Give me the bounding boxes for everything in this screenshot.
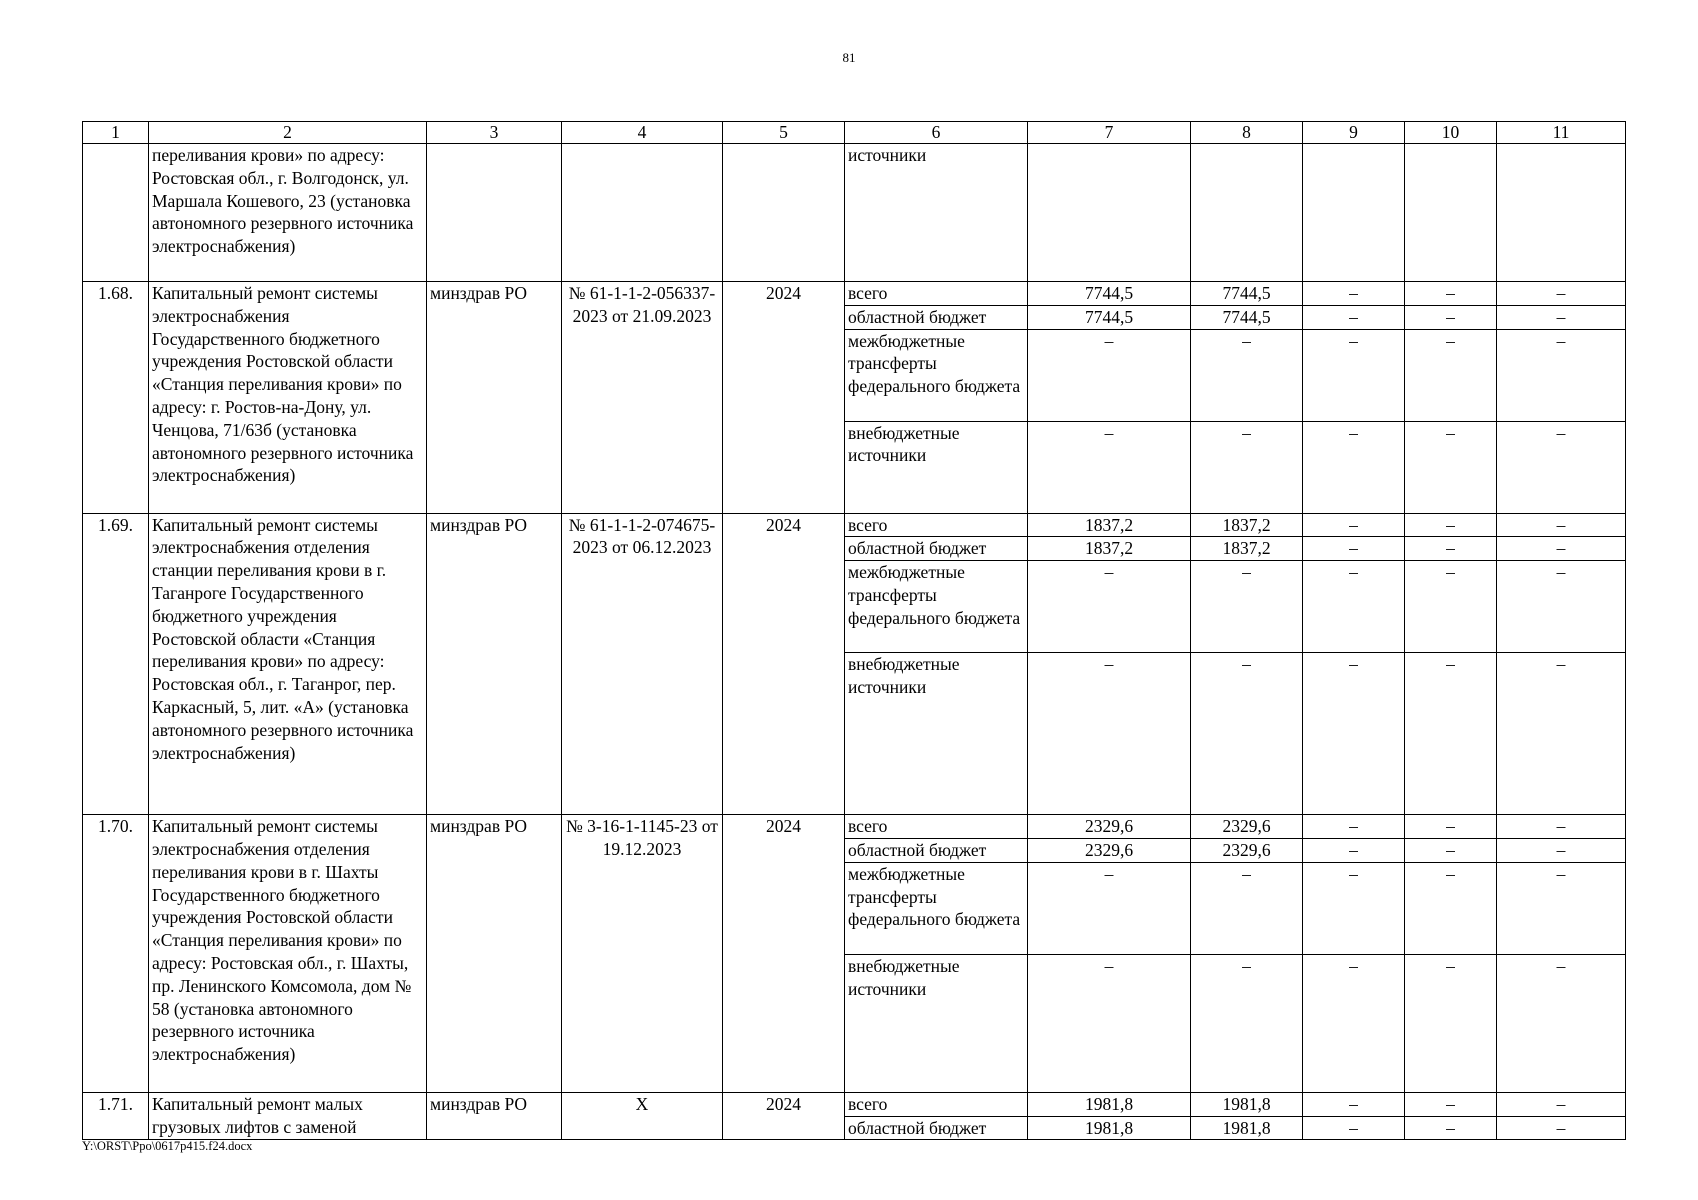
value-cell: – bbox=[1303, 282, 1405, 306]
header-cell: 6 bbox=[845, 122, 1028, 144]
table-header bbox=[83, 122, 1626, 144]
object-description: Капитальный ремонт малых грузовых лифтов с заменой bbox=[149, 1092, 427, 1140]
document-number: № 61-1-1-2-056337-2023 от 21.09.2023 bbox=[562, 282, 723, 514]
value-cell: – bbox=[1497, 561, 1626, 653]
value-cell: – bbox=[1303, 421, 1405, 513]
value-cell: 1981,8 bbox=[1028, 1092, 1191, 1116]
header-cell: 11 bbox=[1497, 122, 1626, 144]
value-cell: – bbox=[1028, 954, 1191, 1092]
value-cell: – bbox=[1497, 282, 1626, 306]
row-number: 1.70. bbox=[83, 815, 149, 1093]
value-cell bbox=[1405, 144, 1497, 282]
value-cell: – bbox=[1028, 561, 1191, 653]
value-cell: 1837,2 bbox=[1028, 537, 1191, 561]
header-cell: 2 bbox=[149, 122, 427, 144]
year: 2024 bbox=[723, 282, 845, 514]
header-cell: 1 bbox=[83, 122, 149, 144]
value-cell bbox=[1191, 144, 1303, 282]
funding-source: межбюджетные трансферты федерального бюджета bbox=[845, 862, 1028, 954]
value-cell: – bbox=[1405, 421, 1497, 513]
table-body bbox=[83, 144, 1626, 1140]
value-cell: – bbox=[1191, 862, 1303, 954]
document-number: № 3-16-1-1145-23 от 19.12.2023 bbox=[562, 815, 723, 1093]
value-cell: – bbox=[1405, 537, 1497, 561]
row-number: 1.68. bbox=[83, 282, 149, 514]
value-cell: – bbox=[1303, 1116, 1405, 1140]
value-cell: – bbox=[1191, 954, 1303, 1092]
value-cell: 1981,8 bbox=[1191, 1092, 1303, 1116]
value-cell: – bbox=[1405, 305, 1497, 329]
value-cell: 7744,5 bbox=[1028, 305, 1191, 329]
value-cell: – bbox=[1497, 537, 1626, 561]
value-cell: – bbox=[1497, 862, 1626, 954]
year bbox=[723, 144, 845, 282]
value-cell: – bbox=[1303, 954, 1405, 1092]
document-number: № 61-1-1-2-074675-2023 от 06.12.2023 bbox=[562, 513, 723, 815]
funding-source: всего bbox=[845, 282, 1028, 306]
table-row bbox=[83, 282, 1626, 306]
value-cell: 1837,2 bbox=[1028, 513, 1191, 537]
value-cell: 2329,6 bbox=[1191, 815, 1303, 839]
funding-source: источники bbox=[845, 144, 1028, 282]
year: 2024 bbox=[723, 1092, 845, 1140]
value-cell: – bbox=[1303, 305, 1405, 329]
value-cell: – bbox=[1405, 329, 1497, 421]
value-cell: – bbox=[1028, 329, 1191, 421]
row-number: 1.69. bbox=[83, 513, 149, 815]
value-cell: – bbox=[1028, 653, 1191, 815]
funding-source: межбюджетные трансферты федерального бюджета bbox=[845, 329, 1028, 421]
value-cell: – bbox=[1405, 653, 1497, 815]
funding-source: всего bbox=[845, 513, 1028, 537]
row-number bbox=[83, 144, 149, 282]
value-cell: – bbox=[1497, 1116, 1626, 1140]
value-cell: – bbox=[1303, 537, 1405, 561]
header-row bbox=[83, 122, 1626, 144]
funding-source: всего bbox=[845, 815, 1028, 839]
value-cell bbox=[1497, 144, 1626, 282]
value-cell: 1837,2 bbox=[1191, 537, 1303, 561]
value-cell: – bbox=[1191, 561, 1303, 653]
value-cell: 2329,6 bbox=[1028, 838, 1191, 862]
table-row bbox=[83, 815, 1626, 839]
header-cell: 5 bbox=[723, 122, 845, 144]
funding-source: внебюджетные источники bbox=[845, 954, 1028, 1092]
funding-source: областной бюджет bbox=[845, 305, 1028, 329]
value-cell: – bbox=[1303, 329, 1405, 421]
value-cell: – bbox=[1405, 815, 1497, 839]
table-row bbox=[83, 144, 1626, 282]
value-cell: 1837,2 bbox=[1191, 513, 1303, 537]
header-cell: 8 bbox=[1191, 122, 1303, 144]
value-cell: – bbox=[1303, 513, 1405, 537]
year: 2024 bbox=[723, 513, 845, 815]
value-cell: 7744,5 bbox=[1191, 282, 1303, 306]
value-cell: – bbox=[1405, 1116, 1497, 1140]
table-row bbox=[83, 513, 1626, 537]
value-cell bbox=[1028, 144, 1191, 282]
value-cell: – bbox=[1405, 862, 1497, 954]
value-cell: 7744,5 bbox=[1191, 305, 1303, 329]
page-number: 81 bbox=[842, 50, 856, 65]
value-cell: – bbox=[1405, 282, 1497, 306]
value-cell: – bbox=[1303, 561, 1405, 653]
value-cell: – bbox=[1191, 653, 1303, 815]
value-cell: – bbox=[1191, 329, 1303, 421]
funding-source: областной бюджет bbox=[845, 1116, 1028, 1140]
customer: минздрав РО bbox=[427, 815, 562, 1093]
object-description: Капитальный ремонт системы электроснабжения отделения переливания крови в г. Шахты Государственного бюджетного учреждения Ростовской области «Станция переливания крови» по адресу: Ростовская обл., г. Шахты, пр. Ленинского Комсомола, дом № 58 (установка автономного резервного источника электроснабжения) bbox=[149, 815, 427, 1093]
value-cell: 7744,5 bbox=[1028, 282, 1191, 306]
value-cell: 1981,8 bbox=[1028, 1116, 1191, 1140]
object-description: переливания крови» по адресу: Ростовская обл., г. Волгодонск, ул. Маршала Кошевого, 23 (установка автономного резервного источника электроснабжения) bbox=[149, 144, 427, 282]
value-cell: – bbox=[1497, 838, 1626, 862]
value-cell: – bbox=[1497, 954, 1626, 1092]
value-cell: – bbox=[1497, 815, 1626, 839]
value-cell: – bbox=[1303, 815, 1405, 839]
value-cell: – bbox=[1303, 862, 1405, 954]
funding-source: внебюджетные источники bbox=[845, 421, 1028, 513]
value-cell: – bbox=[1028, 862, 1191, 954]
header-cell: 10 bbox=[1405, 122, 1497, 144]
value-cell: – bbox=[1303, 838, 1405, 862]
value-cell: 2329,6 bbox=[1191, 838, 1303, 862]
value-cell: – bbox=[1497, 305, 1626, 329]
value-cell: – bbox=[1191, 421, 1303, 513]
document-number bbox=[562, 144, 723, 282]
value-cell: – bbox=[1405, 561, 1497, 653]
funding-source: межбюджетные трансферты федерального бюджета bbox=[845, 561, 1028, 653]
row-number: 1.71. bbox=[83, 1092, 149, 1140]
header-cell: 7 bbox=[1028, 122, 1191, 144]
funding-source: областной бюджет bbox=[845, 537, 1028, 561]
financing-table bbox=[82, 121, 1626, 1140]
year: 2024 bbox=[723, 815, 845, 1093]
value-cell: – bbox=[1303, 1092, 1405, 1116]
footer-file-path: Y:\ORST\Ppo\0617p415.f24.docx bbox=[82, 1139, 253, 1153]
value-cell: – bbox=[1497, 1092, 1626, 1116]
value-cell: 2329,6 bbox=[1028, 815, 1191, 839]
customer: минздрав РО bbox=[427, 1092, 562, 1140]
funding-source: всего bbox=[845, 1092, 1028, 1116]
value-cell: – bbox=[1497, 513, 1626, 537]
value-cell: – bbox=[1028, 421, 1191, 513]
header-cell: 3 bbox=[427, 122, 562, 144]
table-row bbox=[83, 1092, 1626, 1116]
header-cell: 4 bbox=[562, 122, 723, 144]
value-cell: – bbox=[1405, 513, 1497, 537]
customer: минздрав РО bbox=[427, 282, 562, 514]
funding-source: внебюджетные источники bbox=[845, 653, 1028, 815]
value-cell bbox=[1303, 144, 1405, 282]
value-cell: – bbox=[1405, 954, 1497, 1092]
object-description: Капитальный ремонт системы электроснабжения Государственного бюджетного учреждения Ростовской области «Станция переливания крови» по адресу: г. Ростов-на-Дону, ул. Ченцова, 71/63б (установка автономного резервного источника электроснабжения) bbox=[149, 282, 427, 514]
customer bbox=[427, 144, 562, 282]
funding-source: областной бюджет bbox=[845, 838, 1028, 862]
value-cell: – bbox=[1497, 329, 1626, 421]
header-cell: 9 bbox=[1303, 122, 1405, 144]
value-cell: – bbox=[1497, 653, 1626, 815]
object-description: Капитальный ремонт системы электроснабжения отделения станции переливания крови в г. Таганроге Государственного бюджетного учреждения Ростовской области «Станция переливания крови» по адресу: Ростовская обл., г. Таганрог, пер. Каркасный, 5, лит. «А» (установка автономного резервного источника электроснабжения) bbox=[149, 513, 427, 815]
customer: минздрав РО bbox=[427, 513, 562, 815]
value-cell: – bbox=[1405, 838, 1497, 862]
value-cell: – bbox=[1497, 421, 1626, 513]
document-number: Х bbox=[562, 1092, 723, 1140]
value-cell: 1981,8 bbox=[1191, 1116, 1303, 1140]
value-cell: – bbox=[1405, 1092, 1497, 1116]
value-cell: – bbox=[1303, 653, 1405, 815]
